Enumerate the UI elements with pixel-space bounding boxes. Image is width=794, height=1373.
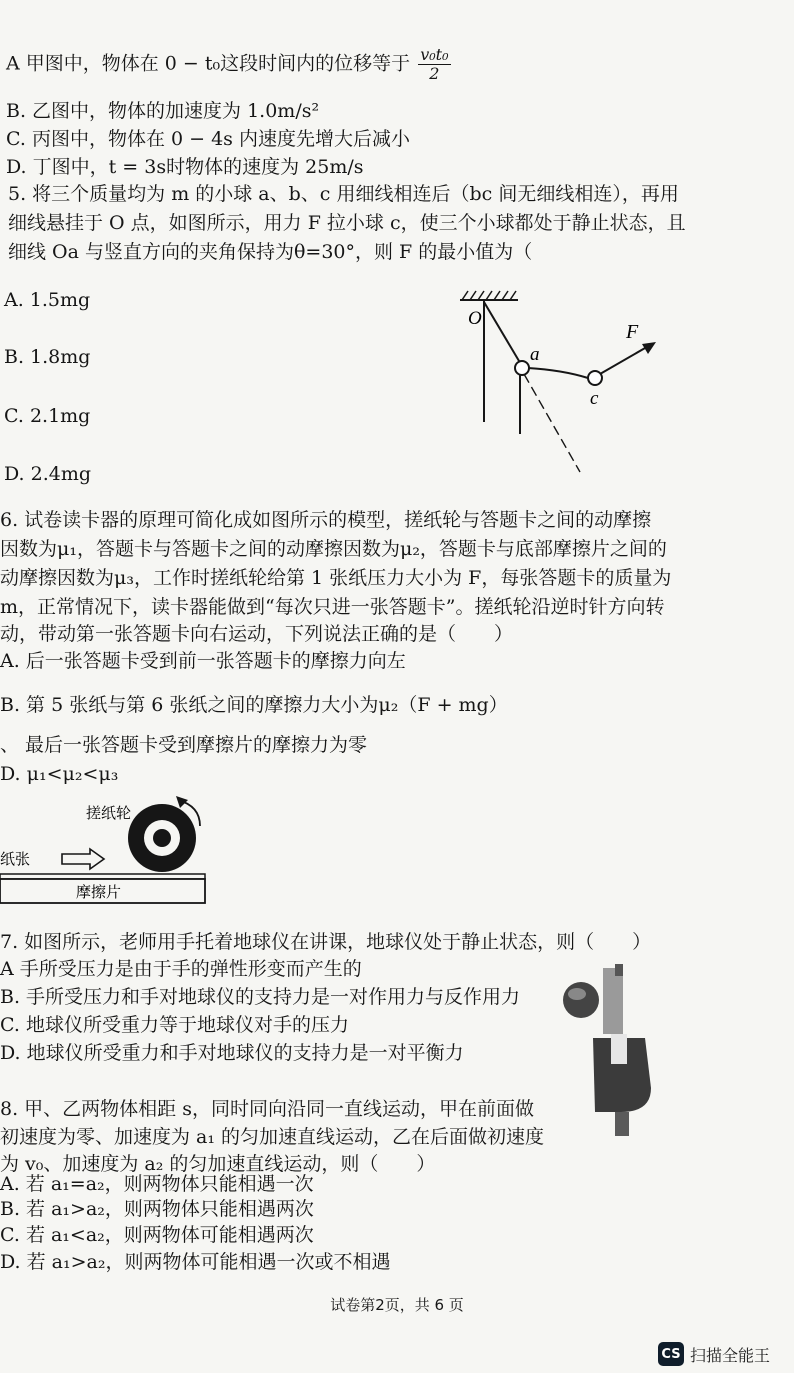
q7-option-a: A 手所受压力是由于手的弹性形变而产生的	[0, 958, 362, 980]
q8-option-d: D. 若 a₁>a₂，则两物体可能相遇一次或不相遇	[0, 1251, 391, 1273]
label-paper: 纸张	[0, 850, 31, 868]
q6-stem-line-3: 动摩擦因数为μ₃，工作时搓纸轮给第 1 张纸压力大小为 F，每张答题卡的质量为	[0, 567, 672, 589]
q7-globe-photo	[555, 960, 665, 1140]
hollow-arrow-icon	[62, 849, 104, 869]
scanner-logo-icon: CS	[658, 1342, 684, 1366]
q6-card-reader-figure	[0, 790, 260, 910]
q6-option-b: B. 第 5 张纸与第 6 张纸之间的摩擦力大小为μ₂（F + mg）	[0, 694, 508, 716]
label-a: a	[530, 344, 540, 365]
label-c: c	[590, 388, 599, 409]
fraction-denominator: 2	[429, 64, 440, 83]
q5-stem-line-2: 细线悬挂于 O 点，如图所示，用力 F 拉小球 c，使三个小球都处于静止状态，且	[8, 212, 686, 234]
q4-option-b: B. 乙图中，物体的加速度为 1.0m/s²	[6, 100, 320, 122]
q6-option-d: D. μ₁<μ₂<μ₃	[0, 763, 119, 785]
q7-stem: 7. 如图所示，老师用手托着地球仪在讲课，地球仪处于静止状态，则（ ）	[0, 931, 652, 953]
q6-option-a: A. 后一张答题卡受到前一张答题卡的摩擦力向左	[0, 650, 406, 672]
fraction	[418, 46, 450, 83]
ball-a	[515, 361, 529, 375]
roller-hub	[153, 829, 171, 847]
ball-c	[588, 371, 602, 385]
q7-option-d: D. 地球仪所受重力和手对地球仪的支持力是一对平衡力	[0, 1042, 464, 1064]
q6-stem-line-4: m，正常情况下，读卡器能做到“每次只进一张答题卡”。搓纸轮沿逆时针方向转	[0, 596, 665, 618]
scanner-watermark	[658, 1342, 770, 1366]
rotation-arrow-icon	[176, 796, 188, 808]
q4-option-c: C. 丙图中，物体在 0 − 4s 内速度先增大后减小	[6, 128, 410, 150]
q8-stem-line-1: 8. 甲、乙两物体相距 s，同时同向沿同一直线运动，甲在前面做	[0, 1098, 534, 1120]
teacher-arm	[603, 968, 623, 1034]
dashed-line	[524, 374, 580, 472]
q5-hanging-balls-figure	[440, 282, 680, 482]
q6-option-c: 、 最后一张答题卡受到摩擦片的摩擦力为零	[0, 734, 368, 756]
q8-option-b: B. 若 a₁>a₂，则两物体只能相遇两次	[0, 1198, 314, 1220]
thread-ac	[528, 368, 588, 378]
page-footer: 试卷第2页，共 6 页	[330, 1296, 464, 1314]
q4-option-a-text: A 甲图中，物体在 0 − t₀这段时间内的位移等于	[6, 52, 411, 75]
label-pad: 摩擦片	[76, 883, 122, 901]
q5-option-a: A. 1.5mg	[4, 289, 91, 311]
thread-oa	[484, 302, 522, 366]
q8-option-a: A. 若 a₁=a₂，则两物体只能相遇一次	[0, 1173, 314, 1195]
q6-stem-line-1: 6. 试卷读卡器的原理可简化成如图所示的模型，搓纸轮与答题卡之间的动摩擦	[0, 509, 652, 531]
q4-option-a	[6, 46, 451, 83]
label-roller: 搓纸轮	[86, 804, 132, 822]
globe-icon	[563, 982, 599, 1018]
label-f: F	[626, 321, 639, 343]
force-f-line	[600, 344, 652, 374]
q8-option-c: C. 若 a₁<a₂，则两物体可能相遇两次	[0, 1224, 314, 1246]
q8-stem-line-2: 初速度为零、加速度为 a₁ 的匀加速直线运动，乙在后面做初速度	[0, 1126, 545, 1148]
q5-stem-line-3: 细线 Oa 与竖直方向的夹角保持为θ=30°，则 F 的最小值为（	[8, 241, 533, 263]
scanner-app-name: 扫描全能王	[690, 1345, 771, 1365]
q5-stem-line-1: 5. 将三个质量均为 m 的小球 a、b、c 用细线相连后（bc 间无细线相连），再用	[8, 183, 679, 205]
q4-option-d: D. 丁图中，t = 3s时物体的速度为 25m/s	[6, 156, 364, 178]
q8-stem-line-3: 为 v₀、加速度为 a₂ 的匀加速直线运动，则（ ）	[0, 1153, 436, 1175]
q5-option-b: B. 1.8mg	[4, 346, 91, 368]
q5-option-d: D. 2.4mg	[4, 463, 92, 485]
q5-option-c: C. 2.1mg	[4, 405, 91, 427]
q7-option-b: B. 手所受压力和手对地球仪的支持力是一对作用力与反作用力	[0, 986, 521, 1008]
fraction-numerator: v₀t₀	[420, 45, 449, 64]
q6-stem-line-2: 因数为μ₁，答题卡与答题卡之间的动摩擦因数为μ₂，答题卡与底部摩擦片之间的	[0, 538, 667, 560]
ceiling-hatch	[462, 291, 516, 300]
q6-stem-line-5: 动，带动第一张答题卡向右运动，下列说法正确的是（ ）	[0, 623, 514, 645]
q7-option-c: C. 地球仪所受重力等于地球仪对手的压力	[0, 1014, 349, 1036]
label-o: O	[468, 308, 482, 329]
